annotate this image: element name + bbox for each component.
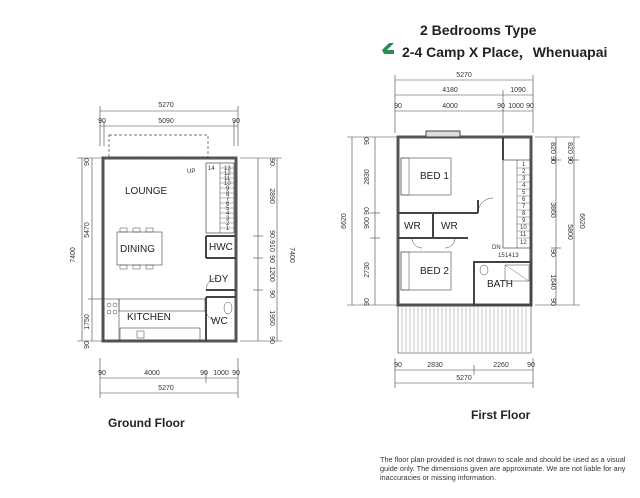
room-ldy: LDY	[209, 274, 229, 285]
ground-stair-14: 14	[208, 166, 215, 172]
ground-dim-right-8: 1950	[268, 310, 275, 326]
first-dim-top-c3: 90	[497, 103, 505, 110]
ground-dim-bottom-1: 90	[98, 370, 106, 377]
first-dim-right-inner-5: 1640	[549, 274, 556, 290]
stair-down-label: DN	[492, 245, 501, 251]
room-bath: BATH	[487, 279, 513, 290]
ground-stair-numbers	[208, 166, 231, 232]
room-kitchen: KITCHEN	[127, 312, 171, 323]
ground-stair-8: 8	[226, 191, 230, 197]
ground-stair-6: 6	[226, 201, 230, 207]
ground-stair-10: 10	[224, 181, 231, 187]
first-stair-14: 14	[505, 253, 512, 259]
ground-dim-left-1: 90	[84, 158, 91, 166]
ground-dim-right-1: 90	[268, 158, 275, 166]
plan-address: 2-4 Camp X Place，Whenuapai	[402, 44, 608, 60]
first-stair-15: 15	[498, 253, 505, 259]
ground-stair-11: 11	[224, 176, 231, 182]
room-wc: WC	[211, 316, 228, 327]
first-stair-3: 3	[522, 176, 526, 182]
first-floor-plan	[395, 75, 533, 353]
first-dim-left-6: 90	[364, 298, 371, 306]
first-dim-right-outer-3: 5800	[566, 224, 573, 240]
ground-dim-top-overall: 5270	[158, 102, 174, 109]
first-stair-4: 4	[522, 183, 526, 189]
ground-stair-7: 7	[226, 196, 230, 202]
first-dim-left-2: 2830	[364, 169, 371, 185]
first-floor-caption: First Floor	[471, 408, 531, 422]
room-dining: DINING	[120, 244, 155, 255]
ground-dim-left-overall: 7400	[70, 247, 77, 263]
first-dim-top-c1: 90	[394, 103, 402, 110]
first-stair-11: 11	[520, 232, 527, 238]
ground-stair-12: 12	[224, 171, 231, 177]
ground-dim-bottom-4: 1000	[213, 370, 229, 377]
ground-dim-bottom-2: 4000	[144, 370, 160, 377]
first-dim-right-inner-3: 3860	[549, 202, 556, 218]
first-stair-5: 5	[522, 190, 526, 196]
first-dim-bottom-overall: 5270	[456, 375, 472, 382]
first-dim-right-inner-2: 90	[549, 156, 556, 164]
first-dim-left-1: 90	[364, 137, 371, 145]
first-dim-right-inner-1: 820	[549, 142, 556, 154]
first-stair-9: 9	[522, 218, 526, 224]
ground-dim-right-9: 90	[268, 336, 275, 344]
ground-dim-left-3: 1750	[84, 314, 91, 330]
ground-dim-bottom-3: 90	[200, 370, 208, 377]
ground-dim-top-mid: 5090	[158, 118, 174, 125]
ground-stair-9: 9	[226, 186, 230, 192]
room-hwc: HWC	[209, 242, 233, 253]
ground-dim-top-left: 90	[98, 118, 106, 125]
first-floor-dimension-lines	[347, 137, 580, 388]
ground-stair-1: 1	[226, 226, 230, 232]
first-stair-8: 8	[522, 211, 526, 217]
ground-dim-left-2: 5470	[84, 222, 91, 238]
first-dim-top-a: 4180	[442, 87, 458, 94]
first-dim-right-inner-4: 90	[549, 249, 556, 257]
ground-dim-left-4: 90	[84, 341, 91, 349]
ground-stair-4: 4	[226, 211, 230, 217]
first-stair-12: 12	[520, 240, 527, 246]
first-dim-top-overall: 5270	[456, 72, 472, 79]
first-stair-2: 2	[522, 169, 526, 175]
first-stair-1: 1	[522, 162, 526, 168]
ground-dim-right-overall: 7400	[288, 247, 295, 263]
first-dim-bottom-2: 2830	[427, 362, 443, 369]
ground-dim-top-right: 90	[232, 118, 240, 125]
first-dim-left-overall: 6620	[341, 213, 348, 229]
ground-dim-right-3: 90	[268, 230, 275, 238]
first-dim-top-c4: 1000	[508, 103, 524, 110]
first-stair-10: 10	[520, 225, 527, 231]
first-stair-6: 6	[522, 197, 526, 203]
first-floor-balcony-hatch	[402, 306, 526, 352]
ground-dim-right-7: 90	[268, 290, 275, 298]
room-wr2: WR	[441, 221, 458, 232]
ground-dim-right-5: 90	[268, 255, 275, 263]
ground-dim-bottom-5: 90	[232, 370, 240, 377]
ground-stair-13: 13	[224, 166, 231, 172]
first-dim-right-outer-1: 820	[566, 142, 573, 154]
first-dim-top-c5: 90	[526, 103, 534, 110]
plan-title: 2 Bedrooms Type	[420, 22, 537, 38]
first-dim-right-outer-2: 90	[566, 156, 573, 164]
first-dim-bottom-3: 2260	[493, 362, 509, 369]
first-dim-left-4: 900	[364, 217, 371, 229]
first-dim-left-3: 90	[364, 207, 371, 215]
room-bed2: BED 2	[420, 266, 449, 277]
first-stair-7: 7	[522, 204, 526, 210]
first-dim-bottom-1: 90	[394, 362, 402, 369]
ground-dim-bottom-overall: 5270	[158, 385, 174, 392]
ground-floor-caption: Ground Floor	[108, 416, 185, 430]
ground-dim-right-4: 910	[268, 240, 275, 252]
first-dim-right-inner-6: 90	[549, 298, 556, 306]
first-stair-13: 13	[512, 253, 519, 259]
ground-floor-plan	[77, 106, 282, 398]
ground-dim-right-2: 2890	[268, 188, 275, 204]
first-stair-numbers	[498, 162, 527, 259]
first-dim-top-b: 1090	[510, 87, 526, 94]
first-dim-left-5: 2730	[364, 262, 371, 278]
ground-dim-right-6: 1200	[268, 266, 275, 282]
room-wr1: WR	[404, 221, 421, 232]
room-bed1: BED 1	[420, 171, 449, 182]
ground-stair-3: 3	[226, 216, 230, 222]
ground-stair-5: 5	[226, 206, 230, 212]
ground-stair-2: 2	[226, 221, 230, 227]
room-lounge: LOUNGE	[125, 186, 168, 197]
disclaimer-text: The floor plan provided is not drawn to scale and should be used as a visual guide only. The dimensions given are approximate. We are not liable for any inaccuracies or missing information.	[380, 455, 626, 482]
stair-up-label: UP	[187, 169, 196, 175]
first-dim-right-outer-overall: 6620	[578, 213, 585, 229]
first-dim-bottom-4: 90	[527, 362, 535, 369]
first-dim-top-c2: 4000	[442, 103, 458, 110]
